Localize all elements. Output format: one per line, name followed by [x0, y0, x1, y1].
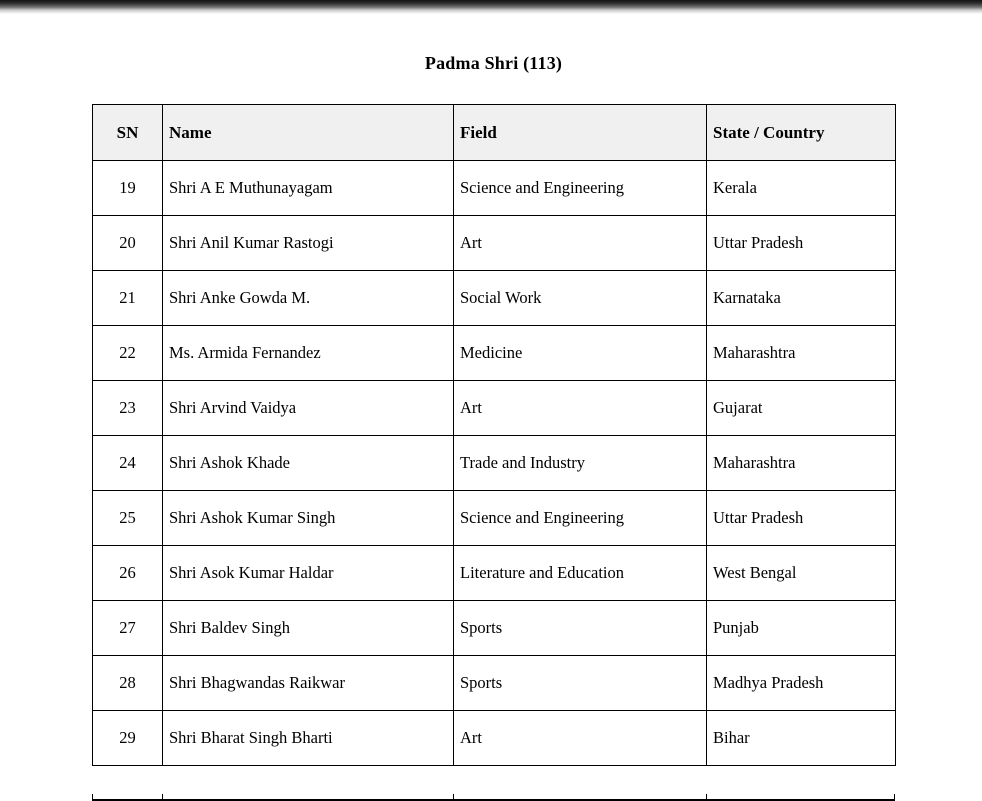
cell-name: Shri Anke Gowda M.	[163, 271, 454, 326]
cell-state: Maharashtra	[707, 436, 896, 491]
cell-sn: 24	[93, 436, 163, 491]
cell-sn: 20	[93, 216, 163, 271]
table-row	[93, 656, 896, 711]
cell-state: Kerala	[707, 161, 896, 216]
cell-sn: 21	[93, 271, 163, 326]
next-row-partial	[92, 794, 895, 801]
column-header-name: Name	[163, 105, 454, 161]
table-row	[93, 546, 896, 601]
partial-column-divider	[706, 794, 708, 799]
partial-column-divider	[453, 794, 455, 799]
cell-state: West Bengal	[707, 546, 896, 601]
cell-state: Uttar Pradesh	[707, 216, 896, 271]
column-header-field: Field	[454, 105, 707, 161]
cell-field: Literature and Education	[454, 546, 707, 601]
table-row	[93, 491, 896, 546]
cell-sn: 26	[93, 546, 163, 601]
cell-sn: 28	[93, 656, 163, 711]
table-row	[93, 711, 896, 766]
awardees-table	[92, 104, 896, 766]
table-row	[93, 216, 896, 271]
cell-name: Ms. Armida Fernandez	[163, 326, 454, 381]
table-row	[93, 271, 896, 326]
cell-sn: 23	[93, 381, 163, 436]
cell-field: Art	[454, 216, 707, 271]
cell-name: Shri Ashok Khade	[163, 436, 454, 491]
cell-state: Maharashtra	[707, 326, 896, 381]
cell-name: Shri Asok Kumar Haldar	[163, 546, 454, 601]
column-header-sn: SN	[93, 105, 163, 161]
cell-field: Sports	[454, 601, 707, 656]
cell-field: Art	[454, 381, 707, 436]
table-row	[93, 381, 896, 436]
cell-name: Shri Ashok Kumar Singh	[163, 491, 454, 546]
cell-field: Art	[454, 711, 707, 766]
cell-sn: 29	[93, 711, 163, 766]
cell-sn: 19	[93, 161, 163, 216]
cell-field: Sports	[454, 656, 707, 711]
top-edge-shadow	[0, 0, 982, 14]
cell-sn: 27	[93, 601, 163, 656]
cell-state: Karnataka	[707, 271, 896, 326]
cell-name: Shri Bharat Singh Bharti	[163, 711, 454, 766]
table-header-row	[93, 105, 896, 161]
partial-column-divider	[162, 794, 164, 799]
cell-field: Trade and Industry	[454, 436, 707, 491]
cell-field: Science and Engineering	[454, 491, 707, 546]
cell-state: Gujarat	[707, 381, 896, 436]
cell-sn: 22	[93, 326, 163, 381]
cell-state: Punjab	[707, 601, 896, 656]
table-row	[93, 326, 896, 381]
cell-state: Uttar Pradesh	[707, 491, 896, 546]
cell-state: Bihar	[707, 711, 896, 766]
cell-field: Social Work	[454, 271, 707, 326]
cell-name: Shri Arvind Vaidya	[163, 381, 454, 436]
column-header-state: State / Country	[707, 105, 896, 161]
cell-state: Madhya Pradesh	[707, 656, 896, 711]
cell-sn: 25	[93, 491, 163, 546]
cell-name: Shri Bhagwandas Raikwar	[163, 656, 454, 711]
cell-name: Shri Anil Kumar Rastogi	[163, 216, 454, 271]
table-row	[93, 436, 896, 491]
cell-field: Medicine	[454, 326, 707, 381]
cell-name: Shri Baldev Singh	[163, 601, 454, 656]
cell-name: Shri A E Muthunayagam	[163, 161, 454, 216]
table-body	[93, 161, 896, 766]
page-title: Padma Shri (113)	[424, 53, 563, 73]
table-row	[93, 161, 896, 216]
cell-field: Science and Engineering	[454, 161, 707, 216]
table-row	[93, 601, 896, 656]
